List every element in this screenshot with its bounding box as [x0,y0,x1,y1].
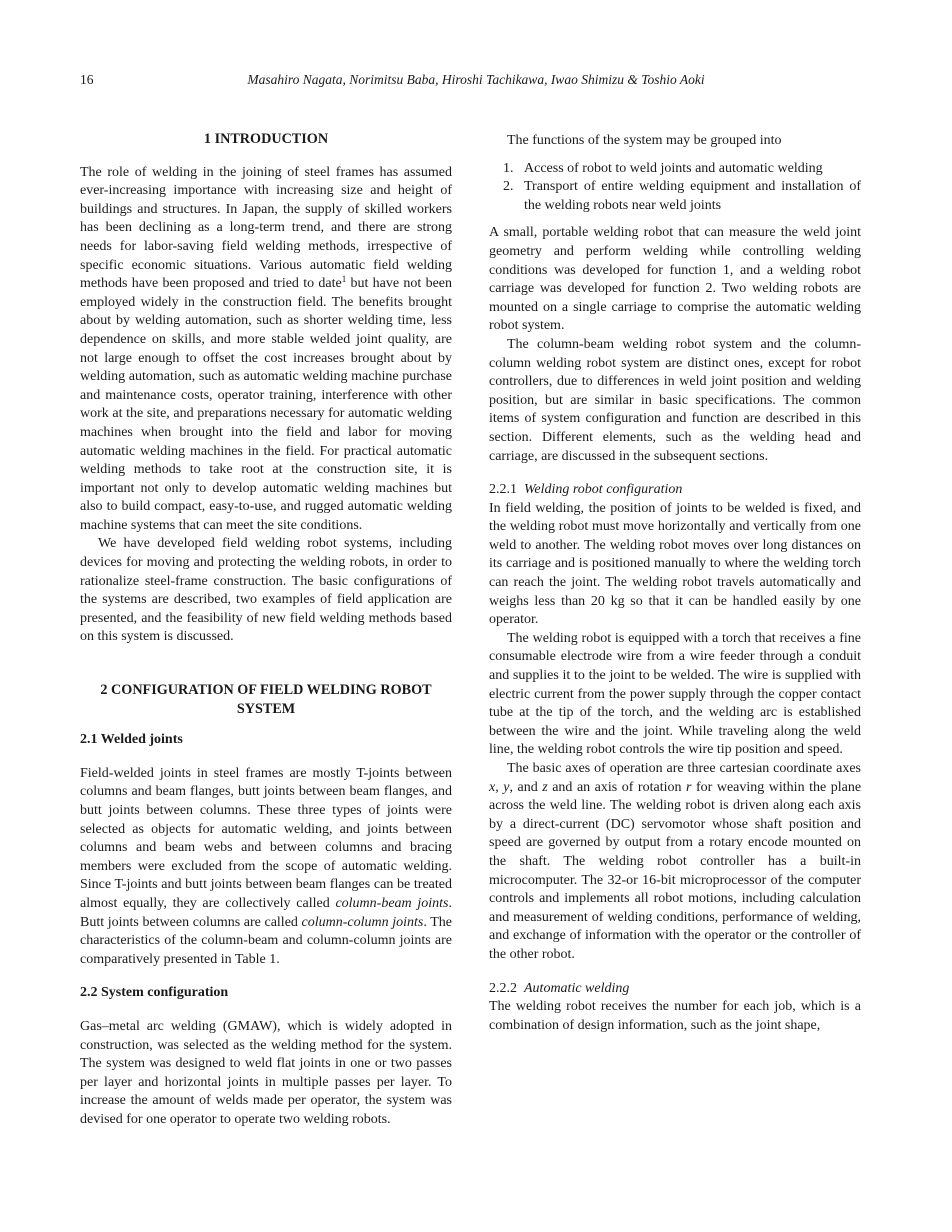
welded-joints-heading: 2.1 Welded joints [80,732,183,748]
list-item: 2. Transport of entire welding equipment and installation of the welding robots near weld joints [503,179,861,213]
page-number: 16 [80,72,94,87]
automatic-welding-heading: 2.2.2 Automatic welding [489,980,630,996]
system-paragraph-2: The functions of the system may be grouped into [507,133,782,148]
reference-superscript: 1 [341,274,347,285]
robot-configuration-heading: 2.2.1 Welding robot configuration [489,482,683,498]
intro-paragraph-1: The role of welding in the joining of steel frames has assumed ever-increasing importance with increasing size and height of buildings and structures. In Japan, the supply of skilled workers has been declining as a long-term trend, and there are strong needs for labor-saving field welding methods, irrespective of specific economic situations. Various automatic field welding methods have been proposed and tried to date$^1$ but have not been employed widely in the construction field. The benefits brought about by welding automation, such as shorter welding time, less dependence on skills, and more stable welded joint quality, are not large enough to offset the cost increases brought about by welding automation, such as automatic welding machine purchase and maintenance costs, operator training, interference with other work at the site, and preparations necessary for automatic welding machines when brought into the field and labor for moving automatic welding machines in the field. For practical automatic welding methods to take root at the construction site, it is important not only to develop automatic welding machines but also to build compact, easy-to-use, and rugged automatic welding machine systems that can meet the site conditions. [80,164,453,533]
robot-paragraph-1: In field welding, the position of joints to be welded is fixed, and the welding robot must move horizontally and vertically from one weld to another. The welding robot moves over long distances on its carriage and is positioned manually to where the welding torch can reach the joint. The welding robot travels automatically and weighs less than 20 kg so that it can be handled easily by one operator. [489,500,861,628]
system-paragraph-3: A small, portable welding robot that can measure the weld joint geometry and perform welding while controlling welding conditions was developed for function 1, and a welding robot carriage was developed for function 2. Two welding robots are mounted on a single carriage to comprise the automatic welding robot system. [489,225,861,334]
left-column [80,130,452,1130]
right-column [489,132,861,1035]
system-configuration-heading: 2.2 System configuration [80,985,229,1001]
running-head-authors: Masahiro Nagata, Norimitsu Baba, Hiroshi Tachikawa, Iwao Shimizu & Toshio Aoki [247,72,705,87]
page-header [80,72,872,90]
system-paragraph-1: Gas–metal arc welding (GMAW), which is widely adopted in construction, was selected as the welding method for the system. The system was designed to weld flat joints in one or two passes per layer and horizontal joints in multiple passes per layer. To increase the amount of welds made per operator, the system was devised for one operator to operate two welding robots. [80,1018,452,1127]
configuration-heading: 2 CONFIGURATION OF FIELD WELDING ROBOT SYSTEM [100,682,432,717]
introduction-heading: 1 INTRODUCTION [203,131,329,147]
automatic-welding-paragraph: The welding robot receives the number for each job, which is a combination of design information, such as the joint shape, [489,999,861,1033]
welded-joints-paragraph: Field-welded joints in steel frames are mostly T-joints between columns and beam flanges, butt joints between beam flanges, and butt joints between columns. These three types of joints were selected as objects for automatic welding, and joints between columns and beam webs and between columns and bracing members were excluded from the scope of automatic welding. Since T-joints and butt joints between beam flanges can be treated almost equally, they are collectively called column-beam joints. Butt joints between columns are called column-column joints. The characteristics of the column-beam and column-column joints are comparatively presented in Table 1. [80,765,453,967]
robot-paragraph-3: The basic axes of operation are three cartesian coordinate axes x, y, and z and an axis of rotation r for weaving within the plane across the weld line. The welding robot is driven along each axis by a direct-current (DC) servomotor whose shaft position and speed are governed by output from a rotary encode mounted on the shaft. The welding robot controller has a built-in microcomputer. The 32-or 16-bit microprocessor of the computer controls and implements all robot motions, including calculation and measurement of welding conditions, performance of welding, and exchange of information with the operator or the controller of the other robot. [489,761,862,962]
system-paragraph-4: The column-beam welding robot system and the column-column welding robot system are distinct ones, except for robot controllers, due to differences in weld joint position and welding position, but are similar in basic specifications. The common items of system configuration and function are described in this section. Different elements, such as the welding head and carriage, are discussed in the subsequent sections. [489,336,861,464]
intro-paragraph-2: We have developed field welding robot systems, including devices for moving and protecting the welding robots, in order to rationalize steel-frame construction. The basic configurations of the systems are described, two examples of field application are presented, and the feasibility of new field welding methods based on this system is discussed. [80,536,452,645]
functions-list [489,160,861,216]
list-item: 1. Access of robot to weld joints and automatic welding [503,160,823,176]
robot-paragraph-2: The welding robot is equipped with a torch that receives a fine consumable electrode wire from a wire feeder through a conduit and supplies it to the joint to be welded. The wire is supplied with electric current from the power supply through the copper contact tube at the tip of the torch, and the welding arc is established between the wire and the joint. While traveling along the weld line, the welding robot controls the wire tip position and speed. [489,630,861,758]
